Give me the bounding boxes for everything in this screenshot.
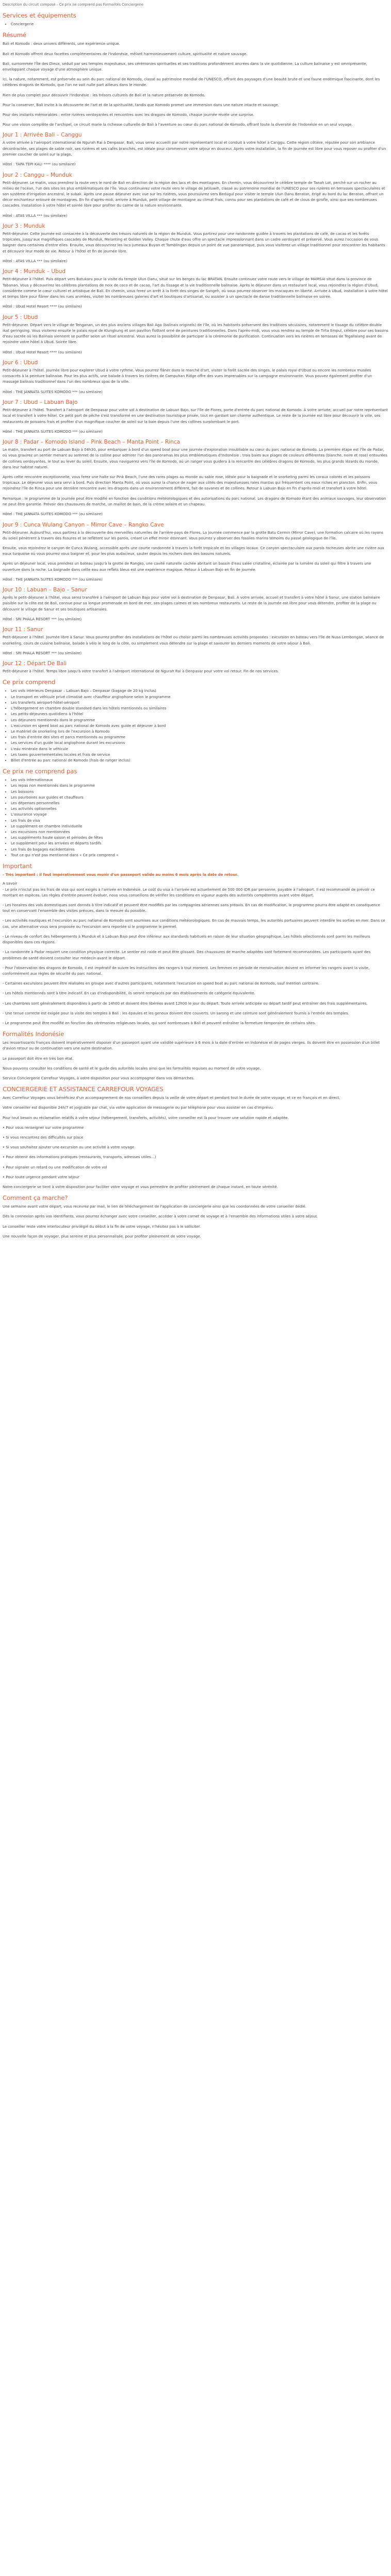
summary-paragraph: Ici, la nature, notamment, est préservée au sein du parc national de Komodo, classé au patrimoine mondial de l'UNESCO, offrant des paysages d'une beauté brute et une faune endémique fascinante, dont les célèbres dragons de Komodo, que l'on ne voit nulle part ailleurs dans le monde. bbox=[3, 77, 380, 88]
concierge-paragraph: • Pour signaler un retard ou une modification de votre vol bbox=[3, 1165, 107, 1170]
day-paragraph: Le matin, transfert au port de Labuan Bajo à 04h30, pour embarquer à bord d'un speed boat pour une journée d'exploration inoubliable au cœur du parc national de Komodo. La première étape est l'île de Padar, où vous gravirez un sentier menant au sommet de la colline pour admirer l'un des panoramas les plus emblématiques d'Indonésie : trois baies aux plages de couleurs différentes (blanche, noire et rose) entourées de collines verdoyantes, le tout au lever du soleil. Ensuite, vous naviguerez vers l'île de Komodo, où un ranger vous guidera à la rencontre des célèbres dragons de Komodo, les plus grands lézards du monde, dans leur habitat naturel. bbox=[3, 448, 387, 469]
day-hotel: Hôtel : THE JANNATA SUITES KOMODO *** (ou similaire) bbox=[3, 429, 103, 434]
how-paragraph: Une nouvelle façon de voyager, plus sereine et plus personnalisée, pour profiter pleinement de votre voyage. bbox=[3, 1234, 201, 1239]
day-hotel: Hôtel : THE JANNATA SUITES KOMODO *** (ou similaire) bbox=[3, 512, 103, 517]
important-note: A savoir bbox=[3, 882, 18, 886]
day-hotel: Hôtel : SRI PHALA RESORT *** (ou similaire) bbox=[3, 651, 82, 655]
day-paragraph: Petit-déjeuner à l'hôtel. Journée libre à Sanur. Vous pourrez profiter des installations de l'hôtel ou choisir parmi les nombreuses activités proposées : excursion en bateau vers l'île de Nusa Lembongan, séance de snorkeling, cours de cuisine balinaise, balade à vélo le long de la côte, ou simplement vous détendre sur la plage et savourer les derniers moments de votre séjour à Bali. bbox=[3, 635, 384, 646]
day-paragraph: Ensuite, vous rejoindrez le canyon de Cunca Wulang, accessible après une courte randonnée à travers la forêt tropicale et les villages locaux. Ce canyon spectaculaire aux parois rocheuses abrite une rivière aux eaux turquoise où vous pourrez vous baigner et, pour les plus audacieux, sauter depuis les rochers dans des bassins naturels. bbox=[3, 546, 384, 556]
day-paragraph: Petit-déjeuner à l'hôtel. Temps libre jusqu'à votre transfert à l'aéroport international de Ngurah Rai à Denpasar pour votre vol retour. Fin de nos services. bbox=[3, 669, 279, 674]
list-item: • Les pourboires aux guides et chauffeurs bbox=[11, 795, 388, 801]
day-paragraph: Petit-déjeuner à l'hôtel. Puis départ vers Batukaru pour la visite du temple Ulun Danu, situé sur les berges du lac BRATAN. Ensuite continuez votre route vers le village de MAMSAI situé dans la province de Tabanan. Vous y découvrirez les célèbres plantations de noix de coco et de cacao, l'art du tissage et la vie traditionnelle balinaise. Après le déjeuner dans un restaurant local, vous rejoindrez la région d'Ubud, considérée comme le cœur culturel et artistique de Bali. En chemin, vous ferez un arrêt à la forêt des singes de Sangeh, où vous pourrez observer les macaques en liberté. Arrivée à Ubud, installation à votre hôtel et temps libre pour flâner dans les rues animées, visiter les nombreuses galeries d'art et boutiques d'artisanat, ou assister à un spectacle de danse traditionnelle balinaise en soirée. bbox=[3, 277, 388, 299]
day-title: Jour 10 : Labuan – Bajo – Sanur bbox=[3, 587, 87, 594]
important-paragraph: - Les chambres sont généralement disponibles à partir de 14h00 et doivent être libérées avant 12h00 le jour du départ. Toute arrivée anticipée ou départ tardif peut entraîner des frais supplémentaires. bbox=[3, 1001, 368, 1006]
page-description: Description du circuit composé – Ce prix ne comprend pas Formalités Conciergerie bbox=[3, 3, 143, 7]
list-item: • L'assurance voyage bbox=[11, 812, 388, 818]
important-paragraph: - Les hôtels mentionnés sont à titre indicatif. En cas d'indisponibilité, ils seront remplacés par des établissements de catégorie équivalente. bbox=[3, 991, 255, 996]
day-title: Jour 1 : Arrivée Bali – Canggu bbox=[3, 132, 82, 139]
formalities-title: Formalités Indonésie bbox=[3, 1030, 64, 1038]
day-title: Jour 4 : Munduk – Ubud bbox=[3, 268, 66, 275]
day-title: Jour 7 : Ubud – Labuan Bajo bbox=[3, 399, 78, 406]
list-item: • Les petits-déjeuners quotidiens à l'hôtel bbox=[11, 711, 388, 717]
list-item: • L'excursion en speed boat au parc national de Komodo avec guide et déjeuner à bord bbox=[11, 723, 388, 729]
list-item: • Le transport en véhicule privé climatisé avec chauffeur anglophone selon le programme bbox=[11, 694, 388, 700]
list-item: • Les frais de visa bbox=[11, 818, 388, 824]
day-paragraph: Petit-déjeuner à l'hôtel. Transfert à l'aéroport de Denpasar pour votre vol à destination de Labuan Bajo, sur l'île de Flores, porte d'entrée du parc national de Komodo. À votre arrivée, accueil par notre représentant local et transfert à votre hôtel. Ce petit port de pêche s'est transformé en une destination touristique prisée, tout en gardant son charme authentique. Le reste de la journée est libre pour découvrir la ville, ses restaurants de poissons frais et profiter d'un magnifique coucher de soleil sur la baie depuis l'une des collines surplombant le port. bbox=[3, 408, 388, 424]
summary-paragraph: Pour une vision complète de l'archipel, ce circuit marie la richesse culturelle de Bali à l'aventure au cœur du parc national de Komodo, offrant toute la diversité de l'Indonésie en un seul voyage. bbox=[3, 123, 353, 127]
list-item: • Les boissons bbox=[11, 789, 388, 795]
day-title: Jour 9 : Cunca Wulang Canyon – Mirror Cave – Rangko Cave bbox=[3, 521, 164, 528]
day-title: Jour 12 : Départ De Bali bbox=[3, 660, 67, 667]
list-item: • Le supplément pour les arrivées et départs tardifs bbox=[11, 841, 388, 846]
how-title: Comment ça marche? bbox=[3, 1194, 68, 1202]
concierge-paragraph: Notre conciergerie se tient à votre disposition pour faciliter votre voyage et vous permettre de profiter pleinement de chaque instant, en toute sérénité. bbox=[3, 1184, 278, 1189]
list-item: • Les repas non mentionnés dans le programme bbox=[11, 783, 388, 789]
list-item: • L'hébergement en chambre double standard dans les hôtels mentionnés ou similaires bbox=[11, 706, 388, 711]
list-item: • Les activités optionnelles bbox=[11, 806, 388, 812]
day-hotel: Hôtel : THE JANNATA SUITES KOMODO *** (ou similaire) bbox=[3, 389, 103, 394]
concierge-paragraph: • Si vous souhaitez ajouter une excursion ou une activité à votre voyage bbox=[3, 1145, 135, 1150]
day-paragraph: Petit-déjeuner à l'hôtel. Journée libre pour explorer Ubud à votre rythme. Vous pourrez flâner dans le marché d'art, visiter la forêt sacrée des singes, le palais royal d'Ubud ou encore les nombreux musées consacrés à la peinture balinaise. Pour les plus actifs, une balade à travers les rizières de Campuhan Ridge offre des vues imprenables sur la campagne environnante. Vous pouvez également profiter d'un massage balinais traditionnel dans l'un des nombreux spas de la ville. bbox=[3, 368, 372, 384]
list-item: • Les taxes gouvernementales locales et frais de service bbox=[11, 752, 388, 758]
list-item: • Les frais d'entrée des sites et parcs mentionnés au programme bbox=[11, 735, 388, 740]
day-hotel: Hôtel : Ubud Hotel Resort **** (ou similaire) bbox=[3, 304, 82, 309]
concierge-title: CONCIERGERIE ET ASSISTANCE CARREFOUR VOYAGES bbox=[3, 1086, 164, 1093]
day-hotel: Hôtel : TAPA TEPI KALI **** (ou similaire) bbox=[3, 162, 76, 167]
list-item: • Les déjeuners mentionnés dans le programme bbox=[11, 718, 388, 723]
how-paragraph: Le conseiller reste votre interlocuteur privilégié du début à la fin de votre voyage, n'hésitez pas à le solliciter. bbox=[3, 1224, 201, 1229]
concierge-paragraph: • Pour obtenir des informations pratiques (restaurants, transports, adresses utiles…) bbox=[3, 1155, 156, 1160]
day-paragraph: Petit-déjeuner. Cette journée est consacrée à la découverte des trésors naturels de la région de Munduk. Vous partirez pour une randonnée guidée à travers les plantations de café, de cacao et les forêts tropicales, jusqu'aux magnifiques cascades de Munduk, Melanting et Golden Valley. Chaque chute d'eau offre un spectacle impressionnant dans un cadre verdoyant et préservé. Vous aurez l'occasion de vous baigner dans certaines d'entre elles. Ensuite, vous découvrirez les lacs jumeaux Buyan et Tamblingan depuis un point de vue panoramique, puis vous visiterez un village traditionnel pour rencontrer les habitants et découvrir leur mode de vie. Retour à l'hôtel et fin de journée libre. bbox=[3, 232, 385, 253]
how-paragraph: Dès la connexion après vos identifiants, vous pourrez échanger avec votre conseiller, accéder à votre carnet de voyage et à l'ensemble des informations utiles à votre séjour. bbox=[3, 1214, 318, 1219]
day-paragraph: Après cette rencontre exceptionnelle, vous ferez une halte sur Pink Beach, l'une des rares plages au monde au sable rose, idéale pour la baignade et le snorkeling parmi les coraux colorés et les poissons tropicaux. Le déjeuner vous sera servi à bord. Puis direction Manta Point, où vous aurez la chance de nager aux côtés des majestueuses raies mantas qui fréquentent ces eaux riches en plancton. Enfin, vous rejoindrez l'île de Rinca pour une dernière rencontre avec les dragons dans un environnement différent, fait de savanes et de collines. Retour à Labuan Bajo en fin d'après-midi et transfert à votre hôtel. bbox=[3, 475, 377, 491]
includes-title: Ce prix comprend bbox=[3, 679, 56, 686]
excludes-title: Ce prix ne comprend pas bbox=[3, 768, 77, 775]
important-paragraph: - Le niveau de confort des hébergements à Munduk et à Labuan Bajo peut être inférieur aux standards habituels en raison de leur situation géographique. Les hôtels sélectionnés sont parmi les meilleurs disponibles dans ces régions. bbox=[3, 934, 370, 945]
day-hotel: Hôtel : Ubud Hotel Resort **** (ou similaire) bbox=[3, 350, 82, 354]
list-item: • Conciergerie bbox=[11, 22, 388, 27]
summary-paragraph: Bali et Komodo offrent deux facettes complémentaires de l'Indonésie, mêlant harmonieusement culture, spiritualité et nature sauvage. bbox=[3, 52, 248, 56]
day-title: Jour 8 : Padar – Komodo Island – Pink Beach – Manta Point – Rinca bbox=[3, 439, 181, 446]
circuit-page bbox=[0, 0, 391, 1240]
formalities-paragraph: Les ressortissants français doivent impérativement disposer d'un passeport ayant une validité supérieure à 6 mois à la date d'entrée en Indonésie et de pages vierges. Ils doivent être en possession d'un billet d'avion retour ou de continuation vers une autre destination. bbox=[3, 1041, 380, 1051]
concierge-paragraph: • Si vous rencontrez des difficultés sur place bbox=[3, 1135, 84, 1140]
list-item: • Les dépenses personnelles bbox=[11, 801, 388, 806]
day-hotel: Hôtel : ATAS VILLA *** (ou similaire) bbox=[3, 259, 68, 263]
concierge-paragraph: • Pour toute urgence pendant votre séjour bbox=[3, 1175, 79, 1179]
list-item: • Les excursions non mentionnées bbox=[11, 829, 388, 835]
list-item: • Les services d'un guide local anglophone durant les excursions bbox=[11, 740, 388, 746]
day-paragraph: Remarque : le programme de la journée peut être modifié en fonction des conditions météorologiques et des autorisations du parc national. Les dragons de Komodo étant des animaux sauvages, leur observation ne peut être garantie. Prévoir des chaussures de marche, un maillot de bain, de la crème solaire et un chapeau. bbox=[3, 496, 386, 506]
list-item: • Le matériel de snorkeling lors de l'excursion à Komodo bbox=[11, 729, 388, 735]
important-paragraph: - La randonnée à Padar requiert une condition physique correcte. Le sentier est raide et peut être glissant. Des chaussures de marche adaptées sont fortement recommandées. Les participants ayant des problèmes de santé doivent consulter leur médecin avant le départ. bbox=[3, 950, 371, 960]
list-item: • Les transferts aéroport-hôtel-aéroport bbox=[11, 700, 388, 706]
list-item: • L'eau minérale dans le véhicule bbox=[11, 747, 388, 752]
day-hotel: Hôtel : SRI PHALA RESORT *** (ou similaire) bbox=[3, 617, 82, 621]
list-item: • Billet d'entrée au parc national de Komodo (frais de ranger inclus) bbox=[11, 758, 388, 764]
list-item: • Les vols internationaux bbox=[11, 777, 388, 783]
formalities-paragraph: Nous pouvons consulter les conditions de santé et le guide des autorités locales ainsi que les formalités requises au moment de votre voyage. bbox=[3, 1066, 261, 1071]
list-item: • Le supplément en chambre individuelle bbox=[11, 824, 388, 829]
day-title: Jour 2 : Canggu – Munduk bbox=[3, 172, 72, 178]
important-paragraph: - Les horaires des vols domestiques sont donnés à titre indicatif et peuvent être modifiés par les compagnies aériennes sans préavis. En cas de modification, le programme pourra être adapté en conséquence tout en conservant l'ensemble des visites prévues, dans la mesure du possible. bbox=[3, 903, 380, 913]
summary-title: Résumé bbox=[3, 31, 27, 39]
day-paragraph: Petit-déjeuner. Le matin, vous prendrez la route vers le nord de Bali en direction de la région des lacs et des montagnes. En chemin, vous découvrirez le célèbre temple de Tanah Lot, perché sur un rocher au milieu de l'océan, l'un des sites les plus emblématiques de l'île. Vous continuerez votre route vers le village de Jatiluwih, classé au patrimoine mondial de l'UNESCO pour ses rizières en terrasses spectaculaires et son système d'irrigation ancestral, le subak. Après une pause déjeuner avec vue sur les rizières, vous poursuivrez vers Bedugul pour visiter le temple Ulun Danu Beratan, érigé au bord du lac Beratan, offrant un décor enchanteur entouré de montagnes. En fin d'après-midi, arrivée à Munduk, petit village de montagne au climat frais, connu pour ses plantations de café et de clous de girofle, ainsi que ses nombreuses cascades. Installation à votre hôtel et soirée libre pour profiter du calme de la nature environnante. bbox=[3, 180, 385, 208]
list-item: • Tout ce qui n'est pas mentionné dans « Ce prix comprend » bbox=[11, 853, 388, 858]
important-paragraph: - Pour l'observation des dragons de Komodo, il est impératif de suivre les instructions des rangers à tout moment. Les femmes en période de menstruation doivent en informer les rangers avant la visite, conformément aux règles de sécurité du parc national. bbox=[3, 965, 370, 976]
summary-paragraph: Rien de plus complet pour découvrir l'Indonésie : les trésors culturels de Bali et la nature préservée de Komodo. bbox=[3, 93, 205, 97]
excludes-list bbox=[3, 777, 388, 858]
concierge-paragraph: • Pour vous renseigner sur votre programme bbox=[3, 1125, 84, 1130]
day-hotel: Hôtel : THE JANNATA SUITES KOMODO *** (ou similaire) bbox=[3, 577, 103, 582]
services-list bbox=[3, 22, 388, 27]
summary-paragraph: Pour des instants mémorables : entre rizières verdoyantes et rencontres avec les dragons de Komodo, chaque journée révèle une surprise. bbox=[3, 113, 254, 117]
day-hotel: Hôtel : ATAS VILLA *** (ou similaire) bbox=[3, 213, 68, 218]
concierge-paragraph: Votre conseiller est disponible 24h/7 et joignable par chat, via votre application de messagerie ou par téléphone pour vous assister en cas d'imprévu. bbox=[3, 1106, 274, 1110]
day-paragraph: Petit-déjeuner. Départ vers le village de Tenganan, un des plus anciens villages Bali Aga (balinais originels) de l'île, où les habitants préservent des traditions séculaires, notamment le tissage du célèbre double ikat geringsing. Vous visiterez ensuite le palais royal de Klungkung et son pavillon flottant orné de peintures traditionnelles. Dans l'après-midi, vous vous rendrez au temple de Tirta Empul, célèbre pour ses bassins d'eau sacrée où les Balinais viennent se purifier selon un rituel ancestral. Vous aurez la possibilité de participer à la cérémonie de purification. Continuation vers les rizières en terrasses de Tegallalang avant de rejoindre votre hôtel à Ubud. Soirée libre. bbox=[3, 323, 388, 345]
day-paragraph: Après le petit-déjeuner à l'hôtel, vous serez transféré à l'aéroport de Labuan Bajo pour votre vol à destination de Denpasar, Bali. À votre arrivée, accueil et transfert à votre hôtel à Sanur, une station balnéaire paisible sur la côte est de Bali, connue pour sa longue promenade en bord de mer, ses plages calmes et ses nombreux restaurants. Le reste de la journée est libre pour vous détendre, profiter de la plage ou découvrir le village de Sanur et ses boutiques artisanales. bbox=[3, 596, 380, 612]
summary-paragraph: Bali, surnommée l'Île des Dieux, séduit par ses temples majestueux, ses cérémonies spirituelles et ses traditions profondément ancrées dans la vie quotidienne. La culture balinaise y est omniprésente, enveloppant chaque voyage d'une atmosphère unique. bbox=[3, 61, 367, 72]
day-title: Jour 5 : Ubud bbox=[3, 314, 38, 320]
list-item: • Les suppléments haute saison et périodes de fêtes bbox=[11, 835, 388, 841]
day-paragraph: Petit-déjeuner. Aujourd'hui, vous partirez à la découverte des merveilles naturelles de l'arrière-pays de Flores. La journée commence par la grotte Batu Cermin (Mirror Cave), une formation calcaire où les rayons du soleil pénètrent à travers des fissures et se reflètent sur les parois, créant un effet miroir étonnant. Vous pourrez y observer des fossiles marins témoins du passé géologique de l'île. bbox=[3, 530, 383, 540]
includes-list bbox=[3, 688, 388, 764]
day-paragraph: À votre arrivée à l'aéroport international de Ngurah Rai à Denpasar, Bali, vous serez accueilli par notre représentant local et conduit à votre hôtel à Canggu. Cette région côtière, réputée pour son ambiance décontractée, ses plages de sable noir, ses rizières et ses cafés branchés, est idéale pour commencer votre séjour en douceur. Après votre installation, la fin de journée est libre pour vous reposer ou profiter d'un premier coucher de soleil sur la plage. bbox=[3, 141, 386, 157]
day-title: Jour 11 : Sanur bbox=[3, 626, 43, 633]
important-paragraph: - Le programme peut être modifié en fonction des cérémonies religieuses locales, qui sont nombreuses à Bali et peuvent entraîner la fermeture temporaire de certains sites. bbox=[3, 1021, 316, 1025]
important-highlight: - Très important : il faut impérativement vous munir d'un passeport valide au moins 6 mois après la date de retour. bbox=[3, 872, 238, 877]
day-title: Jour 3 : Munduk bbox=[3, 223, 45, 230]
day-paragraph: Après un déjeuner local, vous prendrez un bateau jusqu'à la grotte de Rangko, une cavité naturelle cachée abritant un bassin d'eau salée cristalline, éclairée par la lumière du soleil qui filtre à travers une ouverture dans la roche. La baignade dans cette eau aux reflets bleus est une expérience magique. Retour à Labuan Bajo en fin de journée. bbox=[3, 562, 371, 572]
formalities-paragraph: Service Conciergerie Carrefour Voyages, à votre disposition pour vous accompagner dans vos démarches. bbox=[3, 1076, 195, 1080]
important-paragraph: - Les activités nautiques et l'excursion au parc national de Komodo sont soumises aux conditions météorologiques. En cas de mauvais temps, les autorités portuaires peuvent interdire les sorties en mer. Dans ce cas, une alternative vous sera proposée ou l'excursion sera reportée si le programme le permet. bbox=[3, 919, 385, 929]
important-paragraph: - Le prix n'inclut pas les frais de visa qui sont exigés à l'arrivée en Indonésie. Le coût du visa à l'arrivée est actuellement de 500 000 IDR par personne, payable à l'aéroport. Il est recommandé de prévoir ce montant en espèces. Les règles d'entrée peuvent évoluer, nous vous conseillons de vérifier les conditions en vigueur auprès des autorités compétentes avant votre départ. bbox=[3, 887, 375, 897]
important-paragraph: - Certaines excursions peuvent être réalisées en groupe avec d'autres participants, notamment l'excursion en speed boat au parc national de Komodo, sauf mention contraire. bbox=[3, 981, 320, 986]
concierge-paragraph: Avec Carrefour Voyages vous bénéficiez d'un accompagnement de nos conseillers depuis la veille de votre départ et pendant tout le durée de votre voyage, et ce en français et en direct. bbox=[3, 1096, 340, 1100]
day-title: Jour 6 : Ubud bbox=[3, 360, 38, 366]
concierge-paragraph: Pour tout besoin ou réclamation relatifs à votre séjour (hébergement, transferts, activités), votre conseiller est là pour trouver une solution rapide et adaptée. bbox=[3, 1115, 289, 1120]
summary-paragraph: Pour la conserver, Bali invite à la découverte de l'art et de la spiritualité, tandis que Komodo promet une immersion dans une nature intacte et sauvage. bbox=[3, 103, 279, 107]
formalities-paragraph: Le passeport doit être en très bon état. bbox=[3, 1056, 74, 1061]
important-paragraph: - Une tenue correcte est exigée pour la visite des temples à Bali : les épaules et les genoux doivent être couverts. Un sarong et une ceinture sont généralement fournis à l'entrée des temples. bbox=[3, 1011, 349, 1015]
services-title: Services et équipements bbox=[3, 12, 76, 20]
list-item: • Les frais de bagages excédentaires bbox=[11, 847, 388, 853]
summary-paragraph: Bali et Komodo : deux univers différents, une expérience unique. bbox=[3, 42, 120, 46]
important-title: Important bbox=[3, 862, 32, 870]
how-paragraph: Une semaine avant votre départ, vous recevrez par mail, le lien de téléchargement de l'application de conciergerie ainsi que les coordonnées de votre conseiller dédié. bbox=[3, 1205, 306, 1209]
list-item: • Les vols intérieurs Denpasar – Labuan Bajo – Denpasar (bagage de 20 kg inclus) bbox=[11, 688, 388, 694]
